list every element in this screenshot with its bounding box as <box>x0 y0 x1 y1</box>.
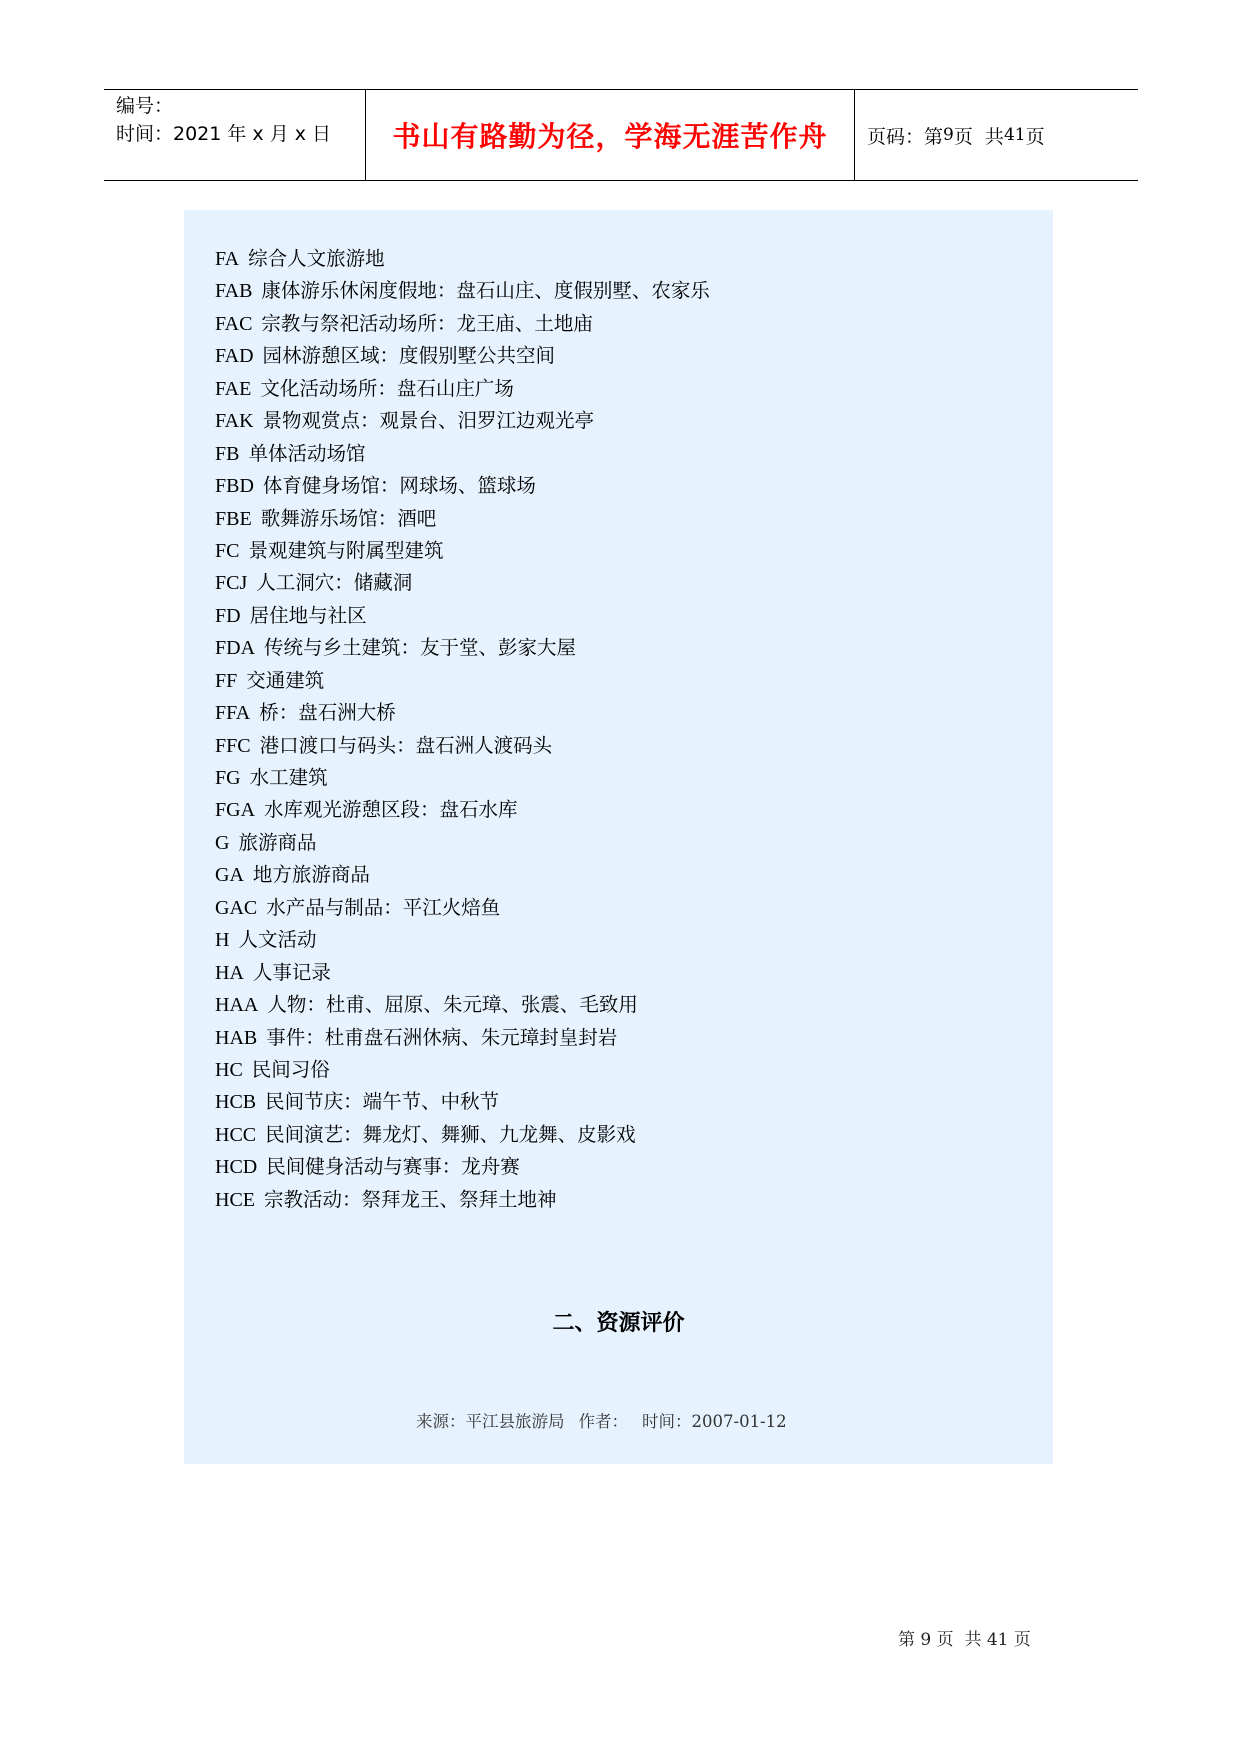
entry-code: FC <box>215 539 240 562</box>
header-meta <box>104 90 366 180</box>
author-text: 作者： <box>578 1412 628 1431</box>
document-header <box>104 89 1138 181</box>
list-item <box>215 956 710 988</box>
number-label: 编号： <box>116 95 174 117</box>
entry-code: FG <box>215 767 241 789</box>
entry-code: FAK <box>215 410 254 433</box>
entry-description: 交通建筑 <box>246 668 325 692</box>
footer-suffix: 页 <box>1013 1630 1031 1650</box>
entry-description: 民间演艺：舞龙灯、舞狮、九龙舞、皮影戏 <box>265 1122 636 1146</box>
page-label-mid: 页 共 <box>953 125 1004 148</box>
entry-description: 康体游乐休闲度假地：盘石山庄、度假别墅、农家乐 <box>261 279 710 303</box>
list-item <box>215 534 710 566</box>
entry-description: 体育健身场馆：网球场、篮球场 <box>262 474 536 498</box>
entry-code: FCJ <box>215 572 248 595</box>
entry-description: 居住地与社区 <box>249 603 367 627</box>
entry-description: 人事记录 <box>252 960 331 984</box>
page-current: 9 <box>943 125 954 145</box>
entry-code: FBE <box>215 507 252 530</box>
entry-code: FD <box>215 604 241 627</box>
entry-description: 桥：盘石洲大桥 <box>259 701 396 725</box>
entry-description: 宗教与祭祀活动场所：龙王庙、土地庙 <box>261 311 593 335</box>
entry-description: 单体活动场馆 <box>248 441 366 465</box>
entry-code: GAC <box>215 896 258 919</box>
header-motto: 书山有路勤为径，学海无涯苦作舟 <box>366 90 855 180</box>
time-text: 时间：2007-01-12 <box>642 1412 787 1431</box>
list-item <box>215 1021 710 1053</box>
list-item <box>215 469 710 501</box>
entry-code: HCB <box>215 1091 257 1114</box>
entry-description: 民间健身活动与赛事：龙舟赛 <box>266 1155 520 1179</box>
entry-code: HCC <box>215 1123 257 1146</box>
entry-description: 宗教活动：祭拜龙王、祭拜土地神 <box>264 1187 557 1211</box>
list-item <box>215 858 710 890</box>
section-title: 二、资源评价 <box>552 1311 685 1336</box>
content-panel <box>184 210 1053 1464</box>
entry-code: FFA <box>215 702 251 725</box>
entry-description: 水产品与制品：平江火焙鱼 <box>266 895 501 919</box>
footer-current: 9 <box>920 1630 932 1650</box>
list-item <box>215 761 710 793</box>
list-item <box>215 599 710 631</box>
entry-code: HAB <box>215 1026 258 1049</box>
list-item <box>215 923 710 955</box>
entry-description: 人物：杜甫、屈原、朱元璋、张震、毛致用 <box>267 993 638 1017</box>
list-item <box>215 826 710 858</box>
entry-code: HCD <box>215 1156 258 1179</box>
entry-code: FAE <box>215 377 252 400</box>
entry-description: 事件：杜甫盘石洲休病、朱元璋封皇封岩 <box>266 1025 618 1049</box>
entry-description: 歌舞游乐场馆：酒吧 <box>260 506 437 530</box>
entry-code: G <box>215 831 230 854</box>
entry-code: FDA <box>215 637 256 660</box>
entry-description: 景观建筑与附属型建筑 <box>248 538 444 562</box>
entry-code: FB <box>215 442 240 465</box>
entry-code: GA <box>215 864 244 887</box>
entry-code: FAC <box>215 312 253 335</box>
entry-description: 传统与乡土建筑：友于堂、彭家大屋 <box>264 636 577 660</box>
entry-description: 港口渡口与码头：盘石洲人渡码头 <box>259 733 553 757</box>
list-item <box>215 729 710 761</box>
list-item <box>215 1085 710 1117</box>
page-label-prefix: 页码：第 <box>867 125 944 148</box>
entry-code: FAB <box>215 280 253 303</box>
header-page-info <box>855 90 1138 180</box>
list-item <box>215 1150 710 1182</box>
footer-total: 41 <box>986 1630 1009 1650</box>
list-item <box>215 631 710 663</box>
list-item <box>215 566 710 598</box>
footer-prefix: 第 <box>898 1630 915 1650</box>
entry-code: FF <box>215 669 238 692</box>
list-item <box>215 988 710 1020</box>
entry-code: FAD <box>215 345 254 368</box>
time-label: 时间：2021 年 x 月 x 日 <box>116 123 332 145</box>
entry-code: H <box>215 929 230 952</box>
entry-description: 人文活动 <box>238 928 317 952</box>
entry-description: 民间节庆：端午节、中秋节 <box>265 1090 500 1114</box>
entry-code: HAA <box>215 994 259 1017</box>
source-line <box>416 1408 801 1432</box>
list-item <box>215 664 710 696</box>
list-item <box>215 1118 710 1150</box>
entry-description: 景物观赏点：观景台、汨罗江边观光亭 <box>262 409 595 433</box>
list-item <box>215 793 710 825</box>
list-item <box>215 274 710 306</box>
entry-description: 水工建筑 <box>249 766 328 789</box>
entry-description: 人工洞穴：储藏洞 <box>256 571 413 595</box>
list-item <box>215 437 710 469</box>
entry-description: 综合人文旅游地 <box>248 247 385 270</box>
entry-code: FGA <box>215 799 256 822</box>
list-item <box>215 1183 710 1215</box>
entry-description: 水库观光游憩区段：盘石水库 <box>264 798 518 822</box>
entry-description: 地方旅游商品 <box>252 863 370 887</box>
entry-code: HC <box>215 1058 243 1081</box>
entry-code: FA <box>215 248 240 270</box>
list-item <box>215 502 710 534</box>
list-item <box>215 404 710 436</box>
list-item <box>215 1053 710 1085</box>
entry-code: FBD <box>215 475 254 498</box>
page-total: 41 <box>1003 125 1026 145</box>
entry-code: HCE <box>215 1188 255 1211</box>
footer-mid: 页 共 <box>936 1630 982 1650</box>
entry-description: 民间习俗 <box>251 1057 330 1081</box>
source-text: 来源：平江县旅游局 <box>416 1412 565 1431</box>
page-label-suffix: 页 <box>1025 125 1045 148</box>
entry-description: 文化活动场所：盘石山庄广场 <box>260 376 514 400</box>
list-item <box>215 372 710 404</box>
entry-code: FFC <box>215 734 251 757</box>
list-item <box>215 242 710 274</box>
entry-description: 旅游商品 <box>238 830 317 854</box>
list-item <box>215 307 710 339</box>
list-item <box>215 696 710 728</box>
entry-description: 园林游憩区域：度假别墅公共空间 <box>262 344 556 368</box>
list-item <box>215 891 710 923</box>
entry-code: HA <box>215 961 244 984</box>
resource-list <box>215 242 710 1215</box>
list-item <box>215 339 710 371</box>
page-footer <box>898 1625 1031 1650</box>
